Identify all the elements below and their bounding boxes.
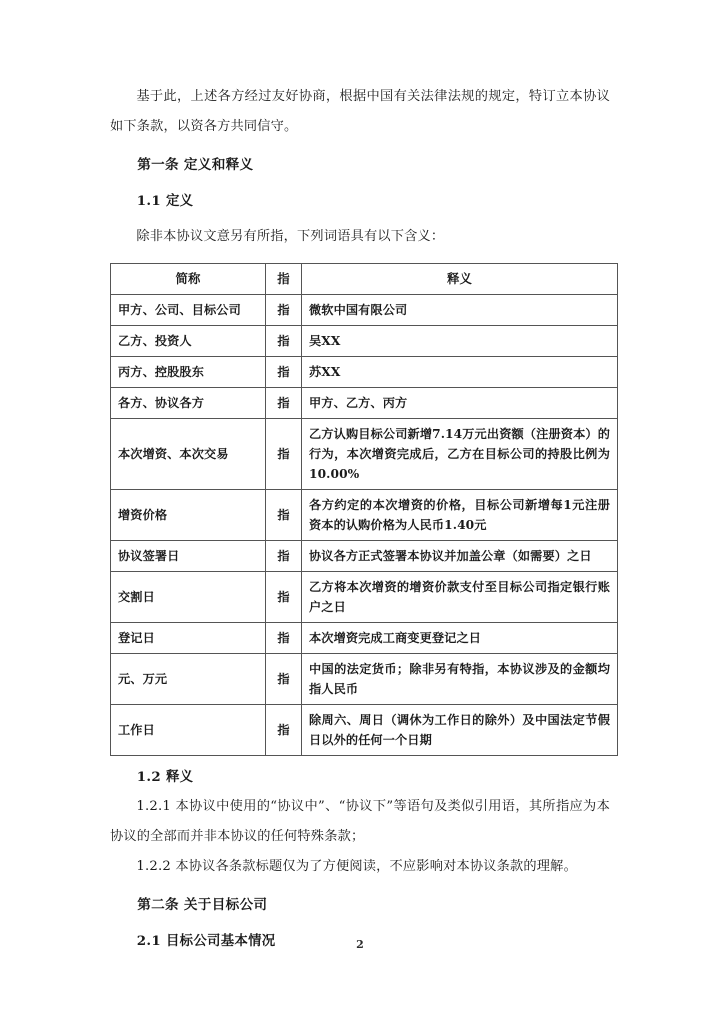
cell-means: 指 (266, 490, 302, 541)
heading-section-1-1: 1.1 定义 (136, 193, 194, 209)
column-header-definition: 释义 (302, 264, 618, 295)
cell-definition: 吴XX (302, 326, 618, 357)
cell-definition: 除周六、周日（调休为工作日的除外）及中国法定节假日以外的任何一个日期 (302, 705, 618, 756)
cell-term: 增资价格 (111, 490, 266, 541)
cell-means: 指 (266, 388, 302, 419)
cell-definition: 协议各方正式签署本协议并加盖公章（如需要）之日 (302, 541, 618, 572)
heading-section-1-2: 1.2 释义 (136, 769, 194, 785)
table-row (111, 490, 618, 541)
definitions-table (110, 263, 618, 756)
cell-definition: 微软中国有限公司 (302, 295, 618, 326)
table-row (111, 419, 618, 490)
cell-term: 甲方、公司、目标公司 (111, 295, 266, 326)
cell-means: 指 (266, 541, 302, 572)
cell-means: 指 (266, 419, 302, 490)
column-header-means: 指 (266, 264, 302, 295)
cell-means: 指 (266, 295, 302, 326)
cell-term: 登记日 (111, 623, 266, 654)
table-row (111, 572, 618, 623)
cell-definition: 苏XX (302, 357, 618, 388)
table-header (111, 264, 618, 295)
table-body (111, 295, 618, 756)
cell-means: 指 (266, 654, 302, 705)
cell-term: 乙方、投资人 (111, 326, 266, 357)
cell-term: 本次增资、本次交易 (111, 419, 266, 490)
cell-term: 协议签署日 (111, 541, 266, 572)
page-number: 2 (356, 938, 364, 951)
table-row (111, 388, 618, 419)
cell-definition: 中国的法定货币；除非另有特指，本协议涉及的金额均指人民币 (302, 654, 618, 705)
table-row (111, 295, 618, 326)
heading-section-2-1: 2.1 目标公司基本情况 (136, 933, 276, 949)
cell-definition: 乙方将本次增资的增资价款支付至目标公司指定银行账户之日 (302, 572, 618, 623)
cell-term: 各方、协议各方 (111, 388, 266, 419)
cell-definition: 本次增资完成工商变更登记之日 (302, 623, 618, 654)
cell-means: 指 (266, 326, 302, 357)
cell-means: 指 (266, 705, 302, 756)
table-row (111, 326, 618, 357)
table-row (111, 654, 618, 705)
cell-definition: 各方约定的本次增资的价格，目标公司新增每1元注册资本的认购价格为人民币1.40元 (302, 490, 618, 541)
cell-definition: 乙方认购目标公司新增7.14万元出资额（注册资本）的行为，本次增资完成后，乙方在目标公司的持股比例为10.00% (302, 419, 618, 490)
section-1-1-lead: 除非本协议文意另有所指，下列词语具有以下含义： (136, 229, 445, 244)
cell-term: 交割日 (111, 572, 266, 623)
cell-means: 指 (266, 572, 302, 623)
cell-definition: 甲方、乙方、丙方 (302, 388, 618, 419)
table-row (111, 623, 618, 654)
clause-1-2-2: 1.2.2 本协议各条款标题仅为了方便阅读，不应影响对本协议条款的理解。 (136, 859, 577, 874)
cell-means: 指 (266, 357, 302, 388)
table-header-row (111, 264, 618, 295)
table-row (111, 705, 618, 756)
page-content (110, 82, 610, 956)
heading-article-2: 第二条 关于目标公司 (137, 897, 268, 913)
clause-1-2-1: 1.2.1 本协议中使用的“协议中”、“协议下”等语句及类似引用语，其所指应为本协议的全部而并非本协议的任何特殊条款； (110, 799, 610, 844)
cell-term: 丙方、控股股东 (111, 357, 266, 388)
cell-term: 元、万元 (111, 654, 266, 705)
table-row (111, 357, 618, 388)
intro-paragraph: 基于此，上述各方经过友好协商，根据中国有关法律法规的规定，特订立本协议如下条款，以资各方共同信守。 (110, 89, 610, 134)
cell-means: 指 (266, 623, 302, 654)
heading-article-1: 第一条 定义和释义 (137, 157, 254, 173)
column-header-term: 简称 (111, 264, 266, 295)
table-row (111, 541, 618, 572)
cell-term: 工作日 (111, 705, 266, 756)
